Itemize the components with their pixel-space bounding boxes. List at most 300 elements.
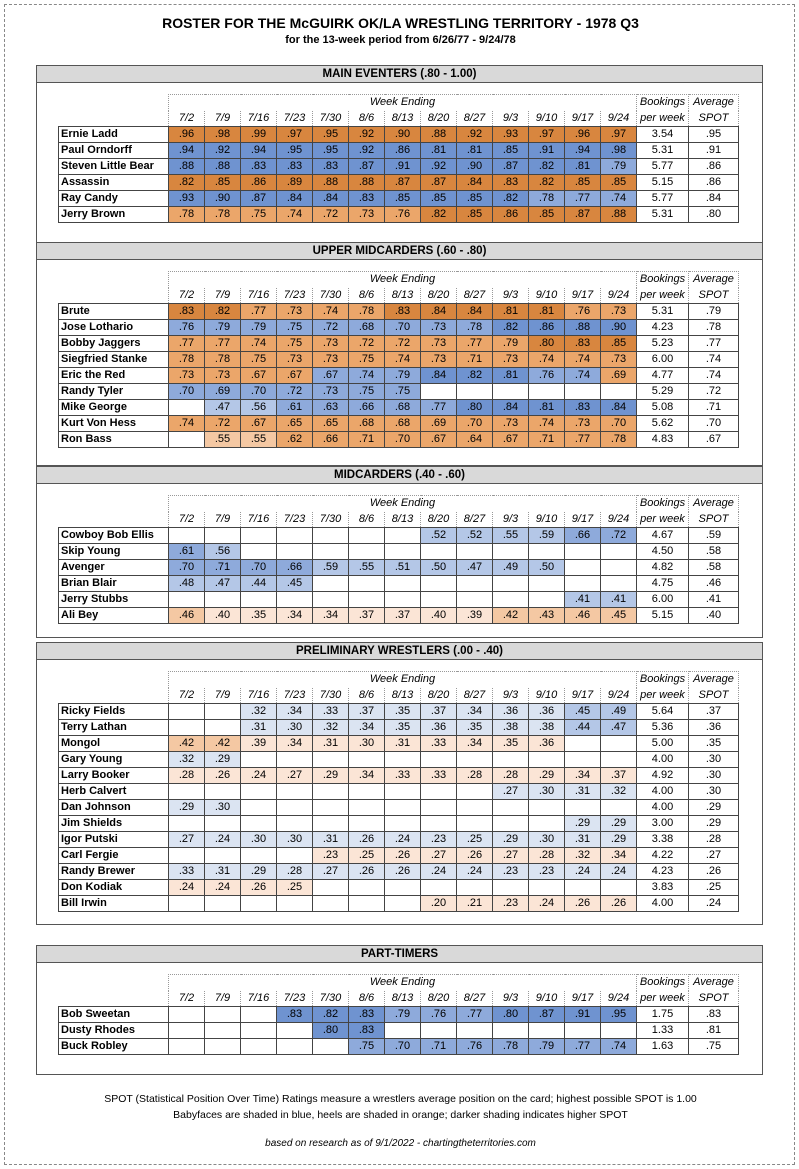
average-spot-value: .71 [689, 400, 739, 416]
spot-value: .78 [457, 320, 493, 336]
spot-value: .24 [457, 864, 493, 880]
spot-value: .75 [385, 384, 421, 400]
header-spacer [59, 975, 169, 991]
spot-value: .72 [205, 416, 241, 432]
week-ending-label: Week Ending [169, 672, 637, 688]
footnote-line-2: Babyfaces are shaded in blue, heels are shaded in orange; darker shading indicates higher SPOT [173, 1109, 628, 1121]
spot-value: .88 [601, 207, 637, 223]
week-date: 8/13 [385, 288, 421, 304]
week-date: 8/13 [385, 688, 421, 704]
page-subtitle: for the 13-week period from 6/26/77 - 9/24/78 [285, 34, 516, 46]
spot-value [601, 560, 637, 576]
spot-value [601, 384, 637, 400]
spot-value: .32 [241, 704, 277, 720]
spot-value: .78 [205, 207, 241, 223]
spot-value: .63 [313, 400, 349, 416]
header-row-week [59, 95, 739, 111]
bookings-value: 5.31 [637, 304, 689, 320]
wrestler-name: Terry Lathan [59, 720, 169, 736]
week-date: 8/6 [349, 512, 385, 528]
spot-value: .84 [313, 191, 349, 207]
section-upper-midcarders [36, 242, 763, 466]
spot-value: .40 [205, 608, 241, 624]
spot-value [601, 736, 637, 752]
spot-value [385, 800, 421, 816]
spot-value: .73 [601, 352, 637, 368]
spot-value: .56 [205, 544, 241, 560]
section-part-timers [36, 945, 763, 1075]
spot-value: .23 [313, 848, 349, 864]
week-date: 7/2 [169, 111, 205, 127]
spot-value: .30 [277, 832, 313, 848]
week-date: 9/3 [493, 688, 529, 704]
wrestler-row [59, 592, 739, 608]
spot-value: .97 [277, 127, 313, 143]
spot-value: .28 [277, 864, 313, 880]
spot-value [493, 384, 529, 400]
spot-value: .76 [457, 1039, 493, 1055]
average-spot-value: .30 [689, 752, 739, 768]
header-row-week [59, 975, 739, 991]
spot-value [529, 752, 565, 768]
spot-value: .85 [493, 143, 529, 159]
bookings-value: 1.75 [637, 1007, 689, 1023]
spot-value: .41 [565, 592, 601, 608]
spot-value: .37 [601, 768, 637, 784]
spot-value: .34 [277, 608, 313, 624]
bookings-value: 3.83 [637, 880, 689, 896]
spot-value [241, 816, 277, 832]
spot-value: .48 [169, 576, 205, 592]
spot-value [493, 800, 529, 816]
spot-value: .81 [493, 304, 529, 320]
credit-line: based on research as of 9/1/2022 - chartingtheterritories.com [265, 1138, 536, 1149]
spot-value: .27 [313, 864, 349, 880]
spot-value: .68 [349, 416, 385, 432]
spot-value [601, 576, 637, 592]
wrestler-name: Herb Calvert [59, 784, 169, 800]
spot-value: .45 [277, 576, 313, 592]
average-spot-value: .83 [689, 1007, 739, 1023]
spot-value: .46 [169, 608, 205, 624]
spot-value: .49 [493, 560, 529, 576]
average-subheader: SPOT [689, 688, 739, 704]
spot-value [385, 1023, 421, 1039]
spot-value: .92 [421, 159, 457, 175]
spot-value: .76 [529, 368, 565, 384]
section-title: UPPER MIDCARDERS (.60 - .80) [37, 243, 762, 260]
spot-value: .78 [169, 352, 205, 368]
wrestler-name: Brian Blair [59, 576, 169, 592]
spot-value [205, 720, 241, 736]
wrestler-name: Paul Orndorff [59, 143, 169, 159]
bookings-value: 4.50 [637, 544, 689, 560]
spot-value: .30 [205, 800, 241, 816]
spot-value: .42 [205, 736, 241, 752]
spot-value: .73 [493, 416, 529, 432]
bookings-value: 4.00 [637, 896, 689, 912]
week-date: 7/2 [169, 991, 205, 1007]
spot-value: .74 [601, 191, 637, 207]
spot-value [241, 848, 277, 864]
spot-value [205, 896, 241, 912]
spot-value: .68 [385, 400, 421, 416]
spot-value: .24 [421, 864, 457, 880]
spot-value: .72 [385, 336, 421, 352]
average-spot-value: .28 [689, 832, 739, 848]
spot-value: .56 [241, 400, 277, 416]
bookings-value: 5.64 [637, 704, 689, 720]
spot-value: .83 [565, 400, 601, 416]
average-spot-value: .86 [689, 159, 739, 175]
spot-value: .75 [241, 352, 277, 368]
spot-value [313, 576, 349, 592]
spot-value: .92 [457, 127, 493, 143]
wrestler-row [59, 720, 739, 736]
spot-value [493, 752, 529, 768]
spot-value [349, 816, 385, 832]
average-header: Average [689, 496, 739, 512]
spot-value: .20 [421, 896, 457, 912]
spot-value: .97 [529, 127, 565, 143]
average-spot-value: .27 [689, 848, 739, 864]
spot-value: .30 [277, 720, 313, 736]
spot-value: .38 [493, 720, 529, 736]
wrestler-row [59, 336, 739, 352]
spot-value: .83 [313, 159, 349, 175]
spot-value [169, 704, 205, 720]
spot-value: .85 [457, 207, 493, 223]
spot-value [421, 384, 457, 400]
spot-value: .79 [205, 320, 241, 336]
spot-value: .74 [529, 352, 565, 368]
spot-value [277, 544, 313, 560]
spot-value [169, 1039, 205, 1055]
spot-value [457, 544, 493, 560]
spot-value: .77 [565, 432, 601, 448]
bookings-value: 4.23 [637, 864, 689, 880]
spot-value: .68 [385, 416, 421, 432]
spot-value: .72 [349, 336, 385, 352]
wrestler-name: Mongol [59, 736, 169, 752]
spot-value: .82 [313, 1007, 349, 1023]
spot-value: .31 [565, 784, 601, 800]
wrestler-row [59, 175, 739, 191]
spot-value: .73 [421, 320, 457, 336]
average-spot-value: .80 [689, 207, 739, 223]
spot-value [313, 800, 349, 816]
week-date: 8/6 [349, 688, 385, 704]
spot-value [277, 800, 313, 816]
spot-value [349, 592, 385, 608]
spot-value: .72 [313, 320, 349, 336]
spot-value: .78 [205, 352, 241, 368]
spot-value: .84 [277, 191, 313, 207]
bookings-header: Bookings [637, 672, 689, 688]
spot-value: .52 [421, 528, 457, 544]
wrestler-row [59, 608, 739, 624]
spot-value: .87 [349, 159, 385, 175]
spot-value: .26 [241, 880, 277, 896]
week-date: 8/27 [457, 512, 493, 528]
spot-value: .71 [349, 432, 385, 448]
spot-value: .50 [421, 560, 457, 576]
bookings-subheader: per week [637, 288, 689, 304]
bookings-value: 5.31 [637, 207, 689, 223]
spot-value: .64 [457, 432, 493, 448]
spot-value: .67 [277, 368, 313, 384]
week-date: 9/17 [565, 688, 601, 704]
spot-value: .79 [601, 159, 637, 175]
spot-value: .42 [493, 608, 529, 624]
footnote-line-1: SPOT (Statistical Position Over Time) Ratings measure a wrestlers average position on the card; highest possible SPOT is 1.00 [104, 1093, 697, 1105]
wrestler-row [59, 704, 739, 720]
spot-value: .33 [169, 864, 205, 880]
spot-value: .29 [493, 832, 529, 848]
spot-value: .47 [205, 400, 241, 416]
week-date: 7/16 [241, 288, 277, 304]
spot-value: .83 [349, 191, 385, 207]
spot-value: .27 [421, 848, 457, 864]
spot-value [241, 1007, 277, 1023]
bookings-value: 4.67 [637, 528, 689, 544]
spot-value [457, 816, 493, 832]
spot-value [529, 816, 565, 832]
spot-value [457, 880, 493, 896]
section-title: MAIN EVENTERS (.80 - 1.00) [37, 66, 762, 83]
page-frame [4, 4, 795, 1165]
spot-value [169, 720, 205, 736]
spot-value: .66 [277, 560, 313, 576]
wrestler-name: Bob Sweetan [59, 1007, 169, 1023]
week-date: 8/27 [457, 288, 493, 304]
spot-value: .82 [493, 191, 529, 207]
spot-value [565, 576, 601, 592]
wrestler-name: Larry Booker [59, 768, 169, 784]
spot-value: .44 [565, 720, 601, 736]
spot-value: .93 [493, 127, 529, 143]
week-date: 9/3 [493, 111, 529, 127]
spot-value: .98 [205, 127, 241, 143]
average-spot-value: .95 [689, 127, 739, 143]
spot-value: .33 [421, 768, 457, 784]
spot-value: .75 [349, 1039, 385, 1055]
bookings-value: 5.77 [637, 191, 689, 207]
spot-value: .93 [169, 191, 205, 207]
spot-value [241, 1039, 277, 1055]
spot-value: .76 [565, 304, 601, 320]
spot-value: .75 [277, 336, 313, 352]
spot-value: .95 [277, 143, 313, 159]
spot-value: .95 [601, 1007, 637, 1023]
section-midcarders [36, 466, 763, 638]
spot-value: .73 [421, 352, 457, 368]
spot-value: .73 [313, 352, 349, 368]
week-date: 8/6 [349, 991, 385, 1007]
wrestler-row [59, 784, 739, 800]
spot-value: .42 [169, 736, 205, 752]
spot-value: .32 [169, 752, 205, 768]
bookings-header: Bookings [637, 95, 689, 111]
spot-value [349, 752, 385, 768]
week-date: 8/13 [385, 111, 421, 127]
spot-value: .88 [349, 175, 385, 191]
spot-value: .84 [493, 400, 529, 416]
spot-value: .82 [205, 304, 241, 320]
spot-value: .91 [565, 1007, 601, 1023]
spot-value: .82 [529, 159, 565, 175]
week-date: 9/3 [493, 991, 529, 1007]
spot-value: .30 [241, 832, 277, 848]
spot-value: .95 [313, 127, 349, 143]
bookings-value: 4.82 [637, 560, 689, 576]
spot-value: .73 [349, 207, 385, 223]
week-date: 9/10 [529, 991, 565, 1007]
wrestler-name: Ray Candy [59, 191, 169, 207]
wrestler-row [59, 864, 739, 880]
spot-value [565, 544, 601, 560]
average-spot-value: .86 [689, 175, 739, 191]
spot-value: .83 [493, 175, 529, 191]
spot-value [169, 528, 205, 544]
spot-value [349, 528, 385, 544]
spot-value [565, 384, 601, 400]
spot-value: .79 [241, 320, 277, 336]
week-date: 7/9 [205, 512, 241, 528]
spot-value: .87 [529, 1007, 565, 1023]
spot-value [385, 528, 421, 544]
spot-value [601, 800, 637, 816]
spot-value: .83 [241, 159, 277, 175]
spot-value: .30 [529, 784, 565, 800]
spot-value [277, 848, 313, 864]
spot-value: .81 [529, 304, 565, 320]
spot-value [313, 752, 349, 768]
spot-value: .47 [601, 720, 637, 736]
spot-value: .35 [493, 736, 529, 752]
spot-value: .77 [169, 336, 205, 352]
spot-value: .88 [565, 320, 601, 336]
spot-value: .31 [385, 736, 421, 752]
wrestler-row [59, 1039, 739, 1055]
spot-value [277, 592, 313, 608]
spot-value: .36 [529, 736, 565, 752]
spot-value: .70 [385, 432, 421, 448]
bookings-value: 3.38 [637, 832, 689, 848]
spot-value: .91 [529, 143, 565, 159]
spot-value: .34 [565, 768, 601, 784]
spot-value: .29 [529, 768, 565, 784]
week-date: 8/6 [349, 111, 385, 127]
spot-value: .77 [421, 400, 457, 416]
spot-value: .69 [205, 384, 241, 400]
spot-value [205, 528, 241, 544]
spot-value: .23 [493, 864, 529, 880]
spot-value [277, 1023, 313, 1039]
spot-value: .71 [205, 560, 241, 576]
week-date: 7/30 [313, 111, 349, 127]
spot-value: .72 [601, 528, 637, 544]
spot-value: .71 [457, 352, 493, 368]
spot-value: .26 [349, 832, 385, 848]
spot-value [349, 800, 385, 816]
spot-value: .31 [205, 864, 241, 880]
spot-value: .34 [277, 736, 313, 752]
spot-value [601, 880, 637, 896]
roster-table [58, 671, 739, 912]
spot-value [277, 752, 313, 768]
spot-value: .90 [601, 320, 637, 336]
spot-value: .35 [457, 720, 493, 736]
week-ending-label: Week Ending [169, 272, 637, 288]
spot-value: .84 [601, 400, 637, 416]
spot-value: .98 [601, 143, 637, 159]
roster-table [58, 94, 739, 223]
spot-value: .76 [169, 320, 205, 336]
spot-value: .85 [205, 175, 241, 191]
spot-value: .92 [349, 143, 385, 159]
spot-value: .83 [385, 304, 421, 320]
spot-value [313, 784, 349, 800]
spot-value: .73 [565, 416, 601, 432]
spot-value: .71 [529, 432, 565, 448]
wrestler-row [59, 127, 739, 143]
spot-value [457, 576, 493, 592]
spot-value: .70 [241, 384, 277, 400]
wrestler-name: Skip Young [59, 544, 169, 560]
spot-value [601, 1023, 637, 1039]
spot-value: .24 [241, 768, 277, 784]
spot-value [421, 800, 457, 816]
spot-value: .81 [565, 159, 601, 175]
spot-value: .59 [529, 528, 565, 544]
bookings-value: 5.31 [637, 143, 689, 159]
wrestler-row [59, 159, 739, 175]
spot-value [493, 592, 529, 608]
spot-value [601, 544, 637, 560]
header-row-dates [59, 512, 739, 528]
spot-value: .26 [601, 896, 637, 912]
spot-value: .70 [241, 560, 277, 576]
spot-value [565, 1023, 601, 1039]
spot-value: .71 [421, 1039, 457, 1055]
spot-value: .38 [529, 720, 565, 736]
week-date: 9/17 [565, 288, 601, 304]
wrestler-row [59, 880, 739, 896]
bookings-value: 5.36 [637, 720, 689, 736]
spot-value [385, 576, 421, 592]
average-spot-value: .84 [689, 191, 739, 207]
week-date: 7/16 [241, 111, 277, 127]
spot-value: .88 [169, 159, 205, 175]
spot-value [529, 544, 565, 560]
average-header: Average [689, 975, 739, 991]
spot-value: .66 [313, 432, 349, 448]
wrestler-row [59, 768, 739, 784]
spot-value [205, 816, 241, 832]
week-date: 8/20 [421, 111, 457, 127]
spot-value: .80 [313, 1023, 349, 1039]
spot-value: .88 [313, 175, 349, 191]
spot-value: .80 [529, 336, 565, 352]
spot-value [205, 784, 241, 800]
wrestler-name: Mike George [59, 400, 169, 416]
header-spacer [59, 672, 169, 688]
spot-value: .70 [385, 320, 421, 336]
spot-value: .55 [493, 528, 529, 544]
spot-value: .87 [421, 175, 457, 191]
wrestler-name: Bill Irwin [59, 896, 169, 912]
